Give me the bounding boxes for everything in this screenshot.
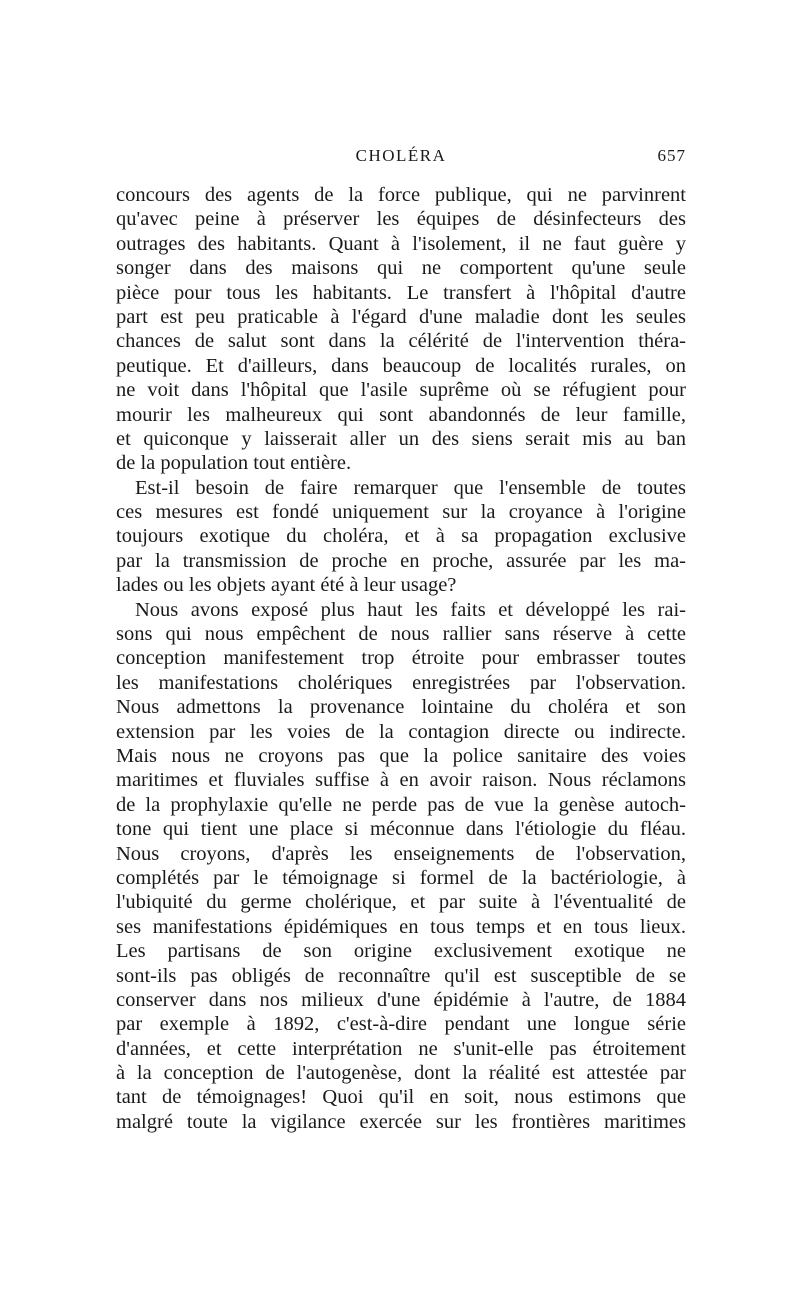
text-line: outrages des habitants. Quant à l'isolement, il ne faut guère y — [116, 232, 686, 255]
page-number: 657 — [657, 146, 686, 165]
text-line: concours des agents de la force publique, qui ne parvinrent — [116, 184, 686, 206]
text-line: et quiconque y laisserait aller un des siens serait mis au ban — [116, 427, 686, 450]
text-line: complétés par le témoignage si formel de la bactériologie, à — [116, 866, 686, 889]
paragraph — [116, 598, 686, 1135]
text-line: sont-ils pas obligés de reconnaître qu'il est susceptible de se — [116, 964, 686, 987]
text-line: Les partisans de son origine exclusivement exotique ne — [116, 940, 686, 963]
text-line: tant de témoignages! Quoi qu'il en soit, nous estimons que — [116, 1086, 686, 1109]
running-title: CHOLÉRA — [355, 146, 447, 165]
text-line: peutique. Et d'ailleurs, dans beaucoup de localités rurales, on — [116, 354, 686, 377]
text-line: de la prophylaxie qu'elle ne perde pas de vue la genèse autoch- — [116, 793, 686, 816]
text-line: Nous admettons la provenance lointaine du choléra et son — [116, 696, 686, 719]
text-line: sons qui nous empêchent de nous rallier sans réserve à cette — [116, 623, 686, 646]
text-line: ces mesures est fondé uniquement sur la croyance à l'origine — [116, 501, 686, 524]
text-line: toujours exotique du choléra, et à sa propagation exclusive — [116, 525, 686, 548]
text-line: qu'avec peine à préserver les équipes de désinfecteurs des — [116, 208, 686, 231]
text-line: par la transmission de proche en proche, assurée par les ma- — [116, 549, 686, 572]
text-line: d'années, et cette interprétation ne s'unit-elle pas étroitement — [116, 1037, 686, 1060]
text-line: à la conception de l'autogenèse, dont la réalité est attestée par — [116, 1062, 686, 1085]
text-line: Mais nous ne croyons pas que la police sanitaire des voies — [116, 744, 686, 767]
text-line: Est-il besoin de faire remarquer que l'ensemble de toutes — [135, 476, 686, 499]
text-line: mourir les malheureux qui sont abandonnés de leur famille, — [116, 403, 686, 426]
text-line: conception manifestement trop étroite pour embrasser toutes — [116, 647, 686, 670]
text-line: Nous croyons, d'après les enseignements de l'observation, — [116, 842, 686, 865]
text-line: les manifestations cholériques enregistrées par l'observation. — [116, 671, 686, 694]
paragraph — [116, 476, 686, 598]
text-line: de la population tout entière. — [116, 452, 352, 475]
text-line: maritimes et fluviales suffise à en avoir raison. Nous réclamons — [116, 769, 686, 792]
text-line: l'ubiquité du germe cholérique, et par suite à l'éventualité de — [116, 891, 686, 914]
text-line: songer dans des maisons qui ne comportent qu'une seule — [116, 257, 686, 280]
text-line: malgré toute la vigilance exercée sur les frontières maritimes — [116, 1110, 686, 1133]
text-line: chances de salut sont dans la célérité de l'intervention théra- — [116, 330, 686, 353]
paragraph — [116, 183, 686, 476]
text-line: ses manifestations épidémiques en tous temps et en tous lieux. — [116, 915, 686, 938]
text-line: extension par les voies de la contagion directe ou indirecte. — [116, 720, 686, 743]
text-line: ne voit dans l'hôpital que l'asile suprême où se réfugient pour — [116, 379, 686, 402]
text-line: lades ou les objets ayant été à leur usage? — [116, 574, 457, 597]
text-line: tone qui tient une place si méconnue dans l'étiologie du fléau. — [116, 818, 686, 841]
text-line: part est peu praticable à l'égard d'une maladie dont les seules — [116, 305, 686, 328]
running-head — [116, 146, 686, 172]
text-line: Nous avons exposé plus haut les faits et développé les rai- — [135, 598, 686, 621]
text-line: par exemple à 1892, c'est-à-dire pendant une longue série — [116, 1013, 686, 1036]
text-line: conserver dans nos milieux d'une épidémie à l'autre, de 1884 — [116, 988, 686, 1011]
text-line: pièce pour tous les habitants. Le transfert à l'hôpital d'autre — [116, 281, 686, 304]
body-text — [116, 183, 686, 1134]
